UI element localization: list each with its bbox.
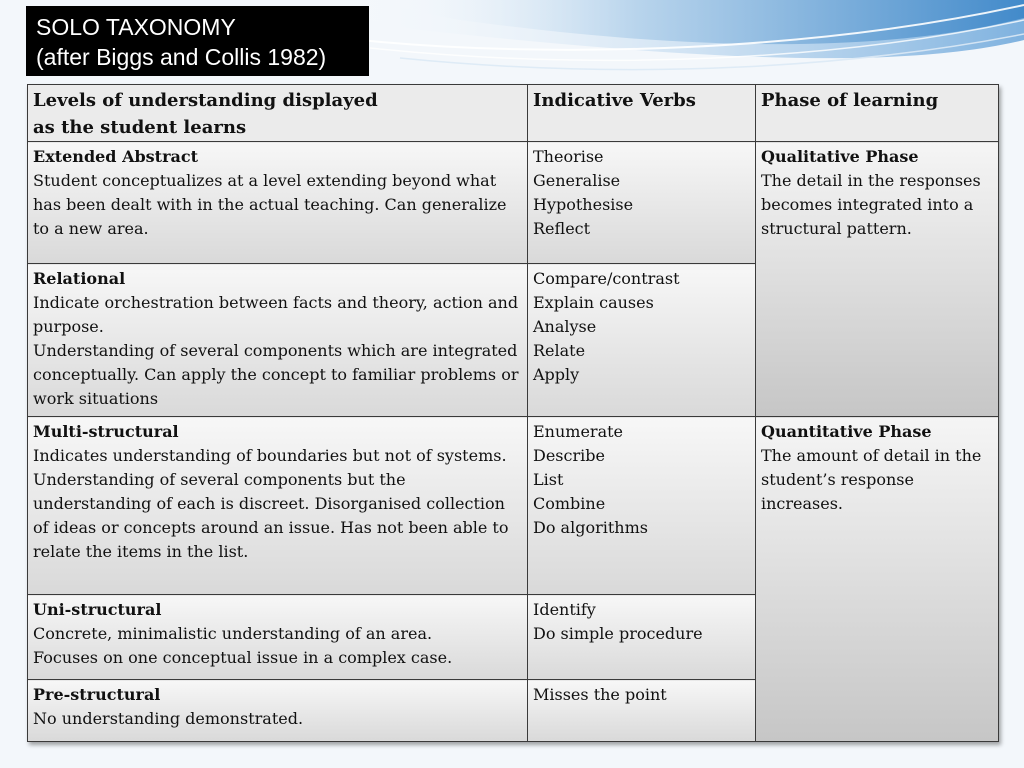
verbs-cell bbox=[528, 595, 756, 680]
verb: Analyse bbox=[533, 317, 597, 336]
level-cell bbox=[28, 680, 528, 742]
header-verbs: Indicative Verbs bbox=[528, 85, 756, 142]
verb: Relate bbox=[533, 341, 586, 360]
verb: Do simple procedure bbox=[533, 624, 703, 643]
phase-description: The detail in the responses becomes integrated into a structural pattern. bbox=[761, 171, 981, 238]
verb: Reflect bbox=[533, 219, 591, 238]
verb: Theorise bbox=[533, 147, 604, 166]
verb: Compare/contrast bbox=[533, 269, 680, 288]
table-row-extended-abstract bbox=[28, 142, 999, 264]
verb: Generalise bbox=[533, 171, 621, 190]
level-name: Multi-structural bbox=[33, 422, 179, 441]
verb: Describe bbox=[533, 446, 605, 465]
verb: Combine bbox=[533, 494, 606, 513]
slide-subtitle: (after Biggs and Collis 1982) bbox=[36, 44, 327, 70]
table-header-row bbox=[28, 85, 999, 142]
phase-name: Qualitative Phase bbox=[761, 147, 919, 166]
level-description: Indicates understanding of boundaries but not of systems. Understanding of several components but the understanding of each is discreet. Disorganised collection of ideas or concepts around an issue. Has not been able to relate the items in the list. bbox=[33, 446, 509, 561]
level-description: Student conceptualizes at a level extending beyond what has been dealt with in the actual teaching. Can generalize to a new area. bbox=[33, 171, 507, 238]
slide-title: SOLO TAXONOMY bbox=[36, 14, 236, 40]
slide-title-box bbox=[26, 6, 369, 76]
phase-cell-quantitative bbox=[756, 417, 999, 742]
verb: List bbox=[533, 470, 564, 489]
verb: Do algorithms bbox=[533, 518, 648, 537]
solo-taxonomy-table bbox=[27, 84, 999, 742]
level-cell bbox=[28, 264, 528, 417]
header-phase: Phase of learning bbox=[756, 85, 999, 142]
verb: Identify bbox=[533, 600, 596, 619]
header-levels: Levels of understanding displayed as the student learns bbox=[28, 85, 528, 142]
verb: Misses the point bbox=[533, 685, 667, 704]
level-cell bbox=[28, 595, 528, 680]
level-description: No understanding demonstrated. bbox=[33, 709, 304, 728]
verbs-cell bbox=[528, 417, 756, 595]
verb: Apply bbox=[533, 365, 580, 384]
level-name: Relational bbox=[33, 269, 126, 288]
verbs-cell bbox=[528, 680, 756, 742]
level-cell bbox=[28, 142, 528, 264]
verb: Hypothesise bbox=[533, 195, 634, 214]
phase-description: The amount of detail in the student’s response increases. bbox=[761, 446, 982, 513]
level-name: Pre-structural bbox=[33, 685, 161, 704]
level-description: Indicate orchestration between facts and theory, action and purpose. Understanding of several components which are integrated conceptually. Can apply the concept to familiar problems or work situations bbox=[33, 293, 519, 408]
table-row-multi-structural bbox=[28, 417, 999, 595]
verbs-cell bbox=[528, 142, 756, 264]
verbs-cell bbox=[528, 264, 756, 417]
level-name: Extended Abstract bbox=[33, 147, 198, 166]
level-cell bbox=[28, 417, 528, 595]
verb: Enumerate bbox=[533, 422, 624, 441]
phase-name: Quantitative Phase bbox=[761, 422, 932, 441]
verb: Explain causes bbox=[533, 293, 654, 312]
level-description: Concrete, minimalistic understanding of an area. Focuses on one conceptual issue in a complex case. bbox=[33, 624, 453, 667]
phase-cell-qualitative bbox=[756, 142, 999, 417]
level-name: Uni-structural bbox=[33, 600, 162, 619]
